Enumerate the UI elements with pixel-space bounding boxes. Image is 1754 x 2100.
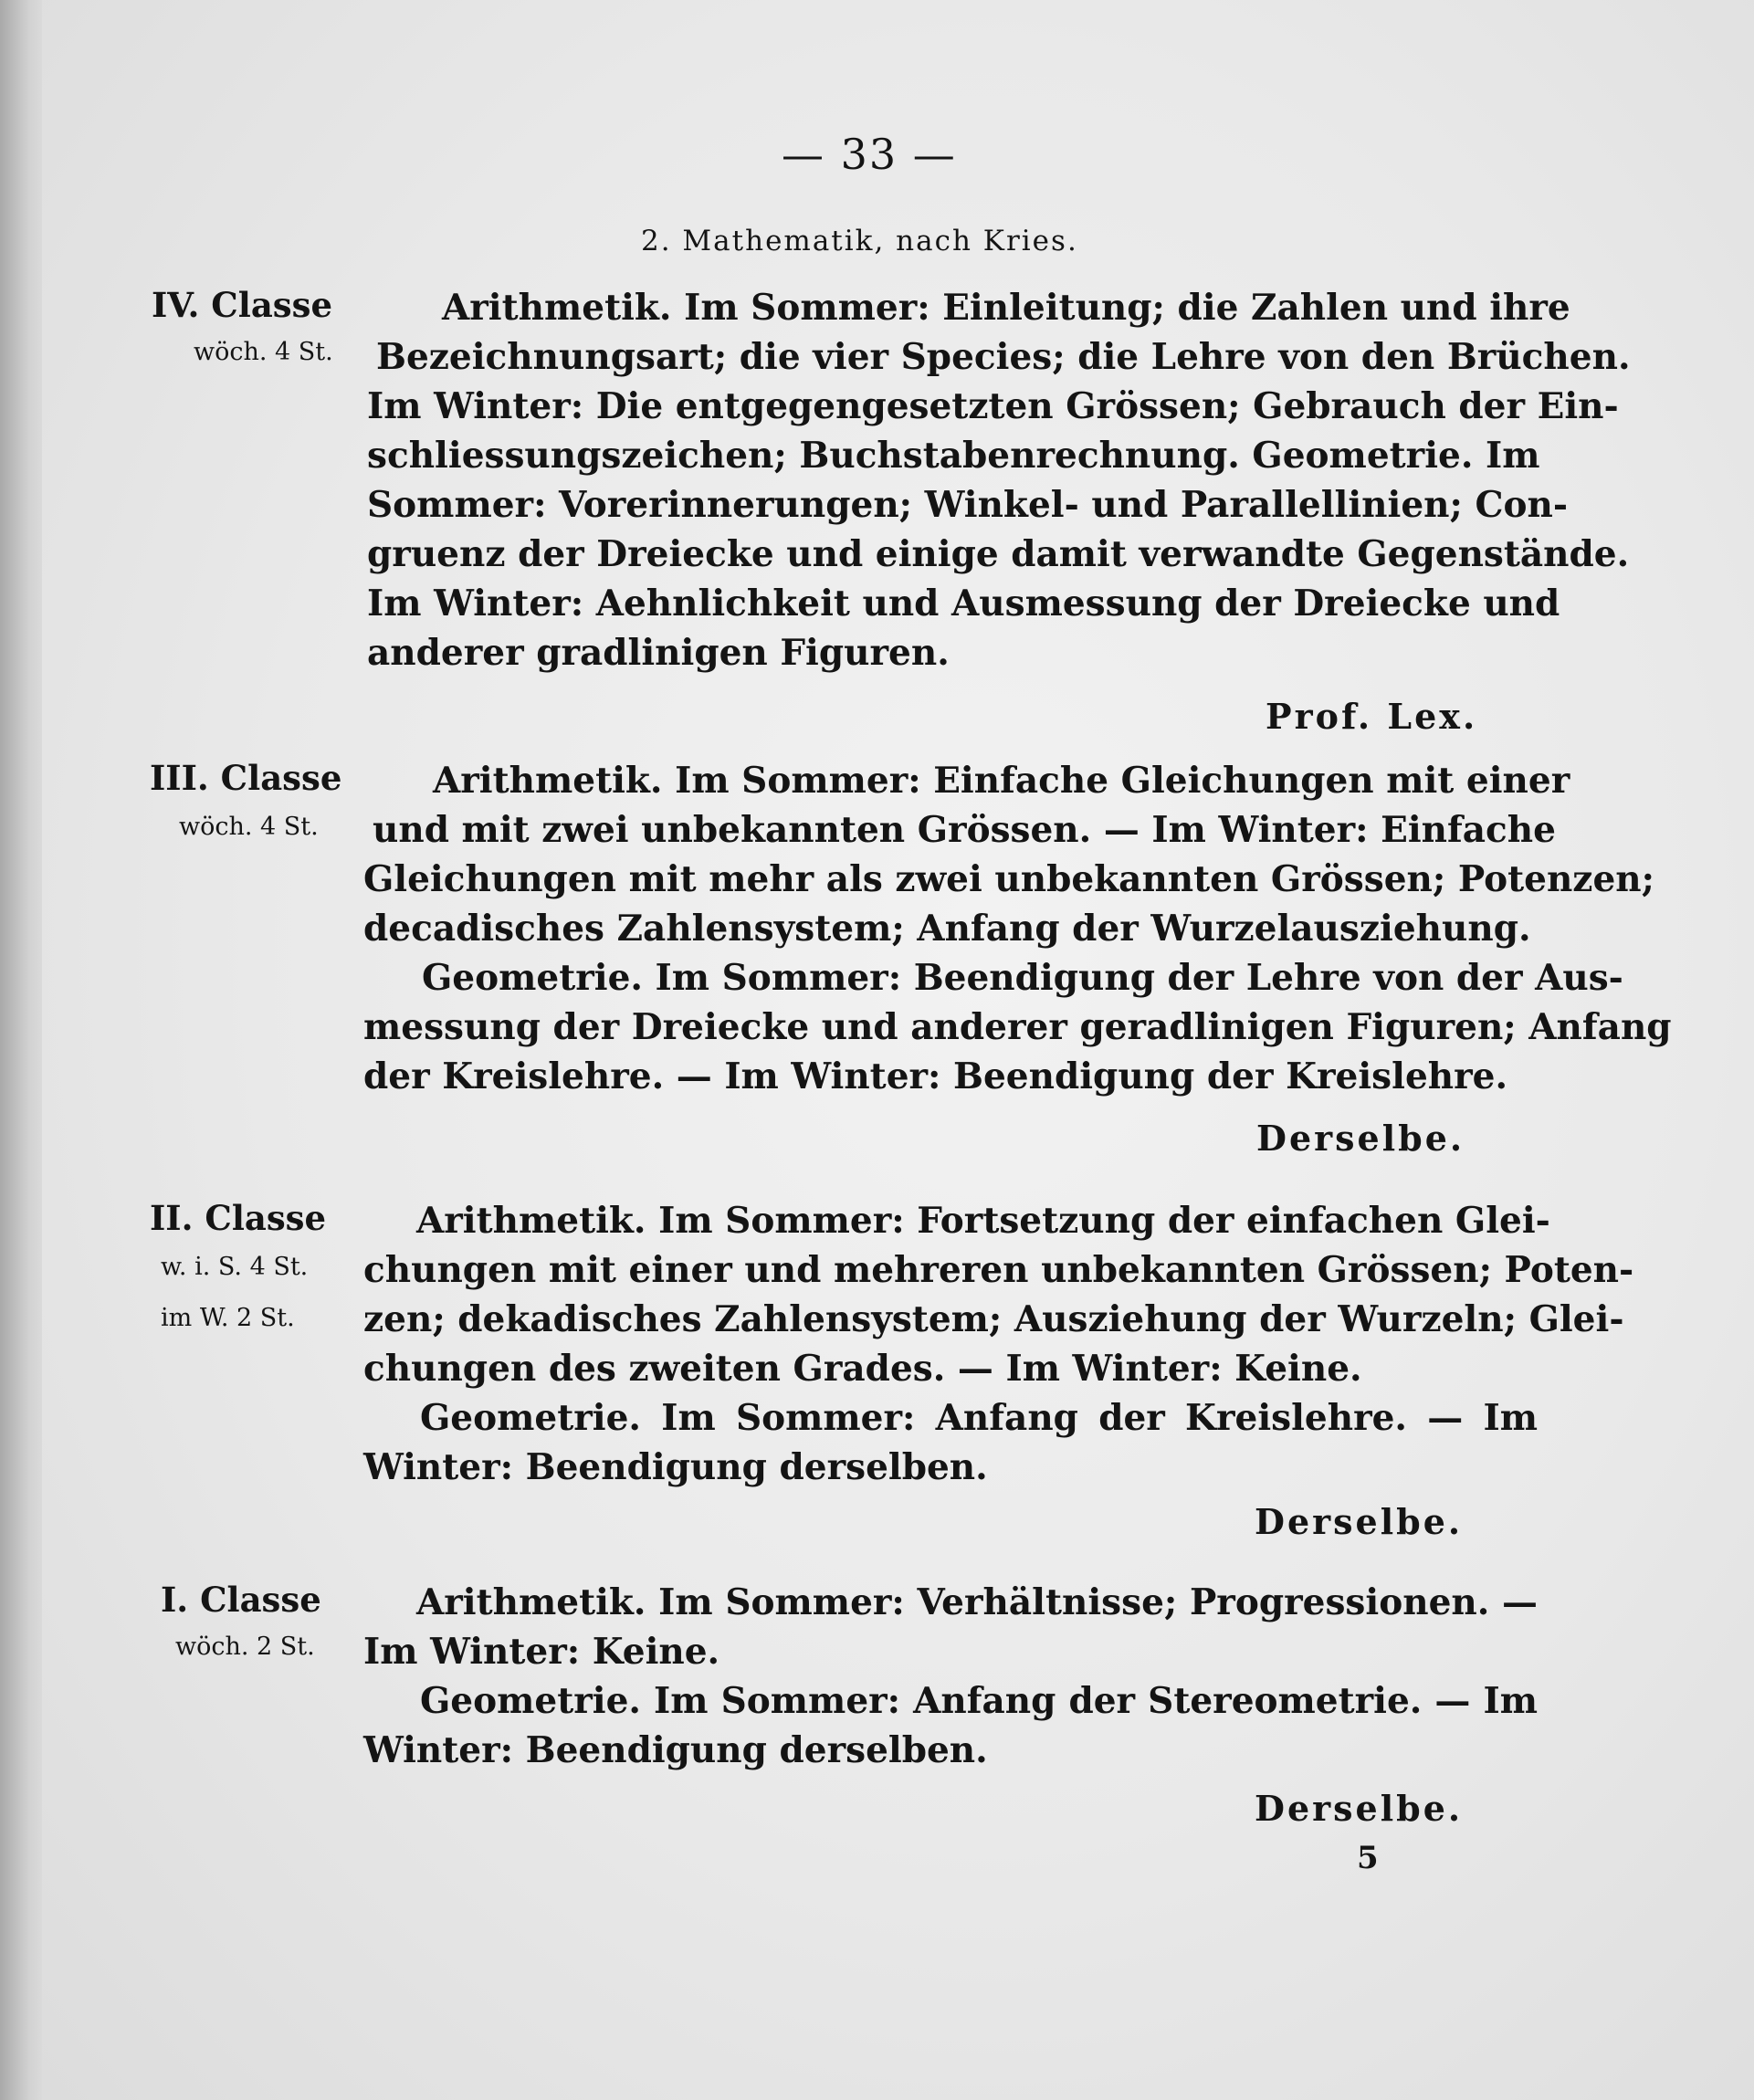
book-page — [42, 0, 1754, 2100]
weekly-hours: im W. 2 St. — [161, 1304, 295, 1332]
text-line: Im Winter: Aehnlichkeit und Ausmessung der Dreiecke und — [367, 583, 1560, 625]
sheet-signature: 5 — [1357, 1840, 1379, 1876]
text-line: schliessungszeichen; Buchstabenrechnung. Geometrie. Im — [367, 435, 1540, 477]
text-line: gruenz der Dreiecke und einige damit verwandte Gegenstände. — [367, 533, 1630, 575]
text-line: Geometrie. Im Sommer: Beendigung der Lehre von der Aus- — [422, 957, 1623, 999]
teacher-signature: Derselbe. — [1255, 1501, 1464, 1542]
text-line: anderer gradlinigen Figuren. — [367, 632, 950, 674]
teacher-signature: Derselbe. — [1256, 1118, 1465, 1159]
text-line: chungen mit einer und mehreren unbekannten Grössen; Poten- — [363, 1249, 1634, 1291]
teacher-signature: Prof. Lex. — [1266, 696, 1478, 737]
text-line: Arithmetik. Im Sommer: Fortsetzung der einfachen Glei- — [416, 1200, 1550, 1242]
text-line: Gleichungen mit mehr als zwei unbekannten Grössen; Potenzen; — [363, 858, 1655, 900]
class-label: II. Classe — [150, 1198, 327, 1238]
section-title: 2. Mathematik, nach Kries. — [641, 225, 1078, 257]
text-line: Winter: Beendigung derselben. — [363, 1729, 988, 1771]
text-line: Arithmetik. Im Sommer: Verhältnisse; Progressionen. — — [416, 1581, 1538, 1623]
text-line: Geometrie. Im Sommer: Anfang der Kreislehre. — Im — [420, 1397, 1538, 1439]
teacher-signature: Derselbe. — [1255, 1788, 1464, 1829]
class-label: I. Classe — [161, 1580, 321, 1620]
text-line: Geometrie. Im Sommer: Anfang der Stereometrie. — Im — [420, 1680, 1538, 1722]
text-line: der Kreislehre. — Im Winter: Beendigung der Kreislehre. — [363, 1055, 1508, 1097]
weekly-hours: w. i. S. 4 St. — [161, 1253, 309, 1281]
text-line: Sommer: Vorerinnerungen; Winkel- und Parallellinien; Con- — [367, 484, 1569, 526]
text-line: chungen des zweiten Grades. — Im Winter: Keine. — [363, 1348, 1362, 1390]
text-line: messung der Dreiecke und anderer geradlinigen Figuren; Anfang — [363, 1006, 1672, 1048]
book-binding-shadow — [0, 0, 42, 2100]
text-line: decadisches Zahlensystem; Anfang der Wurzelausziehung. — [363, 908, 1531, 950]
text-line: Bezeichnungsart; die vier Species; die Lehre von den Brüchen. — [376, 336, 1631, 378]
text-line: Arithmetik. Im Sommer: Einleitung; die Zahlen und ihre — [442, 287, 1570, 329]
text-line: zen; dekadisches Zahlensystem; Ausziehung der Wurzeln; Glei- — [363, 1298, 1624, 1340]
text-line: und mit zwei unbekannten Grössen. — Im Winter: Einfache — [373, 809, 1556, 851]
weekly-hours: wöch. 4 St. — [194, 338, 333, 366]
text-line: Arithmetik. Im Sommer: Einfache Gleichungen mit einer — [433, 760, 1570, 802]
weekly-hours: wöch. 2 St. — [175, 1633, 315, 1661]
class-label: IV. Classe — [152, 285, 332, 325]
text-line: Im Winter: Die entgegengesetzten Grössen; Gebrauch der Ein- — [367, 385, 1619, 427]
text-line: Winter: Beendigung derselben. — [363, 1446, 988, 1488]
weekly-hours: wöch. 4 St. — [179, 813, 319, 841]
class-label: III. Classe — [150, 758, 342, 798]
text-line: Im Winter: Keine. — [363, 1631, 720, 1673]
page-number: — 33 — — [782, 130, 957, 179]
